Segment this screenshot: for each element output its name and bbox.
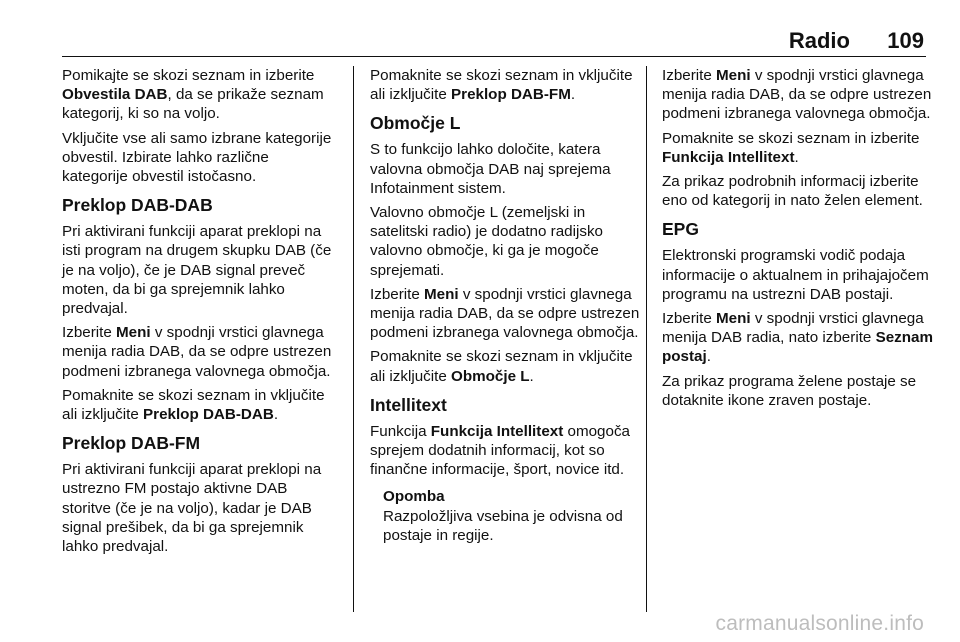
watermark: carmanualsonline.info	[715, 612, 924, 635]
paragraph: Pomaknite se skozi seznam in vključite ali izključite Preklop DAB-FM.	[370, 67, 633, 104]
section-title: Radio	[788, 28, 850, 53]
column-divider-1	[353, 66, 354, 612]
column-1	[62, 66, 338, 561]
paragraph: Pomikajte se skozi seznam in izberite Obvestila DAB, da se prikaže seznam kategorij, ki so na voljo.	[62, 67, 324, 123]
paragraph: Elektronski programski vodič podaja informacije o aktualnem in prihajajočem programu na ustrezni DAB postaji.	[662, 247, 929, 303]
column-3	[662, 66, 938, 415]
note-title: Opomba	[383, 488, 445, 506]
paragraph: Valovno območje L (zemeljski in satelitski radio) je dodatno radijsko valovno območje, ki ga je mogoče sprejemati.	[370, 204, 603, 279]
paragraph: Izberite Meni v spodnji vrstici glavnega menija radia DAB, da se odpre ustrezen podmeni izbranega valovnega območja.	[662, 67, 932, 123]
paragraph: Pri aktivirani funkciji aparat preklopi na ustrezno FM postajo aktivne DAB storitve (če je na voljo), kadar je DAB signal prešibek, da bi ga sprejemnik lahko predvajal.	[62, 461, 322, 556]
page-number: 109	[887, 28, 924, 53]
paragraph: Za prikaz podrobnih informacij izberite eno od kategorij in nato želen element.	[662, 173, 923, 210]
paragraph: Izberite Meni v spodnji vrstici glavnega menija radia DAB, da se odpre ustrezen podmeni izbranega valovnega območja.	[62, 324, 332, 380]
paragraph: Pomaknite se skozi seznam in izberite Funkcija Intellitext.	[662, 129, 920, 166]
paragraph: Vključite vse ali samo izbrane kategorije obvestil. Izbirate lahko različne kategorije obvestil istočasno.	[62, 129, 332, 186]
paragraph: Za prikaz programa želene postaje se dotaknite ikone zraven postaje.	[662, 372, 917, 409]
note-box	[370, 487, 646, 545]
heading-dab-dab: Preklop DAB-DAB	[62, 195, 213, 216]
paragraph: S to funkcijo lahko določite, katera valovna območja DAB naj sprejema Infotainment sistem.	[370, 141, 611, 197]
heading-epg: EPG	[662, 219, 699, 240]
heading-l-band: Območje L	[370, 113, 461, 134]
header-rule	[62, 56, 926, 57]
column-2	[370, 66, 646, 545]
paragraph: Izberite Meni v spodnji vrstici glavnega menija radia DAB, da se odpre ustrezen podmeni izbranega valovnega območja.	[370, 285, 640, 342]
heading-dab-fm: Preklop DAB-FM	[62, 433, 201, 454]
paragraph: Pomaknite se skozi seznam in vključite ali izključite Območje L.	[370, 348, 633, 385]
paragraph: Pomaknite se skozi seznam in vključite ali izključite Preklop DAB-DAB.	[62, 386, 325, 424]
paragraph: Izberite Meni v spodnji vrstici glavnega menija DAB radia, nato izberite Seznam postaj.	[662, 310, 933, 366]
heading-intellitext: Intellitext	[370, 394, 447, 415]
column-divider-2	[646, 66, 647, 612]
paragraph: Funkcija Funkcija Intellitext omogoča sprejem dodatnih informacij, kot so finančne informacije, šport, novice itd.	[370, 422, 630, 479]
paragraph: Pri aktivirani funkciji aparat preklopi na isti program na drugem skupku DAB (če je na voljo), če je DAB signal preveč moten, da bi ga sprejemnik lahko predvajal.	[62, 223, 332, 318]
note-text: Razpoložljiva vsebina je odvisna od postaje in regije.	[383, 507, 623, 544]
